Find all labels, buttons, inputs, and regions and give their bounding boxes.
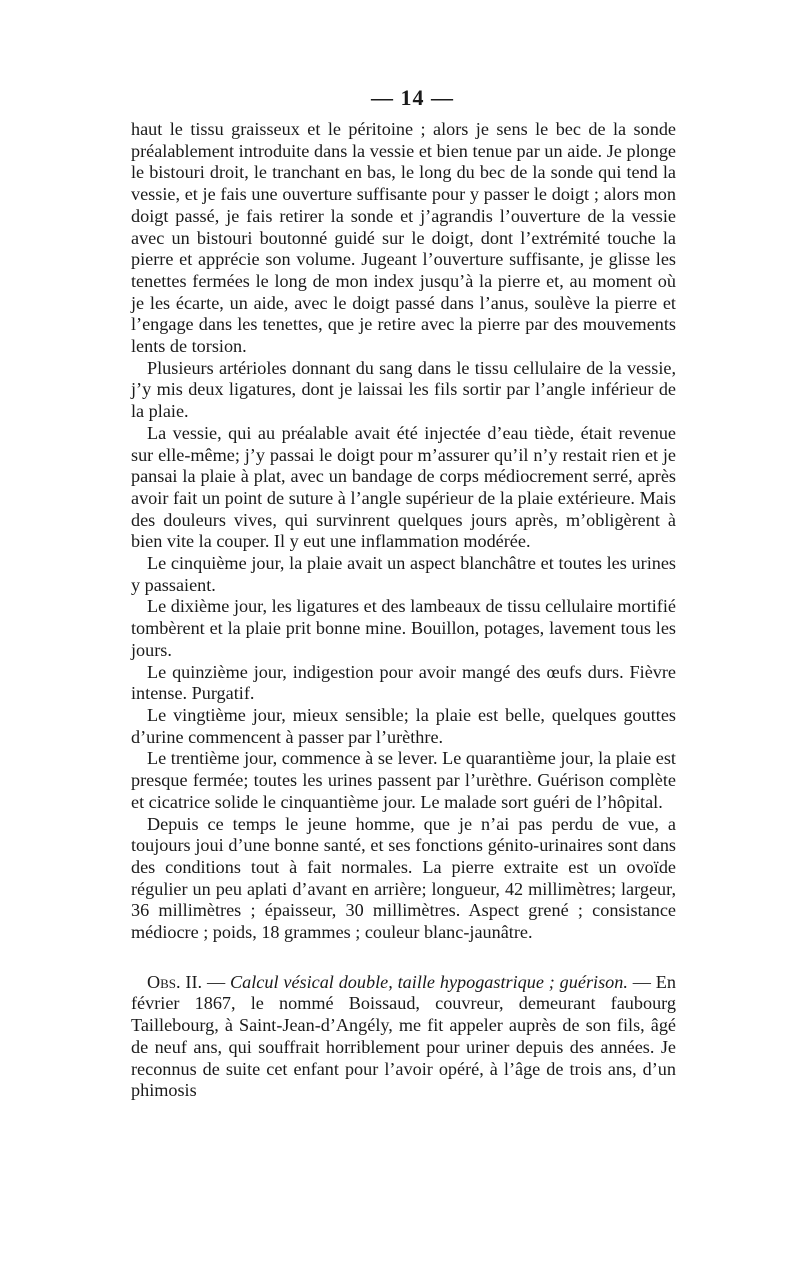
paragraph: Le quinzième jour, indigestion pour avoir mangé des œufs durs. Fièvre intense. Purgatif. [131, 661, 676, 704]
page-number: — 14 — [371, 85, 454, 110]
observation-title: Calcul vésical double, taille hypogastrique ; guérison. [230, 971, 628, 992]
paragraph: Le cinquième jour, la plaie avait un aspect blanchâtre et toutes les urines y passaient. [131, 553, 676, 595]
observation-text: — En février 1867, le nommé Boissaud, couvreur, demeurant faubourg Taillebourg, à Saint-Jean-d’Angély, me fit appeler auprès de son fils, âgé de neuf ans, qui souffrait horriblement pour uriner depuis des années. Je reconnus de suite cet enfant pour l’avoir opéré, à l’âge de trois ans, d’un phimosis [131, 971, 676, 1101]
observation-paragraph [131, 972, 676, 1102]
book-page [131, 85, 676, 1102]
paragraph: Depuis ce temps le jeune homme, que je n’ai pas perdu de vue, a toujours joui d’une bonne santé, et ses fonctions génito-urinaires sont dans des conditions tout à fait normales. La pierre extraite est un ovoïde régulier un peu aplati d’avant en arrière; longueur, 42 millimètres; largeur, 36 millimètres ; épaisseur, 30 millimètres. Aspect grené ; consistance médiocre ; poids, 18 grammes ; couleur blanc-jaunâtre. [131, 813, 676, 943]
paragraph: Le vingtième jour, mieux sensible; la plaie est belle, quelques gouttes d’urine commencent à passer par l’urèthre. [131, 704, 676, 747]
paragraph: La vessie, qui au préalable avait été injectée d’eau tiède, était revenue sur elle-même; j’y passai le doigt pour m’assurer qu’il n’y restait rien et je pansai la plaie à plat, avec un bandage de corps médiocrement serré, après avoir fait un point de suture à l’angle supérieur de la plaie extérieure. Mais des douleurs vives, qui survinrent quelques jours après, m’obligèrent à bien vite la couper. Il y eut une inflammation modérée. [131, 422, 676, 552]
observation-label: Obs. II. [147, 971, 203, 992]
paragraph: Le trentième jour, commence à se lever. Le quarantième jour, la plaie est presque fermée; toutes les urines passent par l’urèthre. Guérison complète et cicatrice solide le cinquantième jour. Le malade sort guéri de l’hôpital. [131, 748, 676, 812]
observation-dash: — [202, 971, 231, 992]
paragraph: Le dixième jour, les ligatures et des lambeaux de tissu cellulaire mortifié tombèrent et la plaie prit bonne mine. Bouillon, potages, lavement tous les jours. [131, 596, 676, 660]
section-gap [131, 944, 676, 972]
paragraph: haut le tissu graisseux et le péritoine ; alors je sens le bec de la sonde préalablement introduite dans la vessie et bien tenue par un aide. Je plonge le bistouri droit, le tranchant en bas, le long du bec de la sonde qui tend la vessie, et je fais une ouverture suffisante pour y passer le doigt ; alors mon doigt passé, je fais retirer la sonde et j’agrandis l’ouverture de la vessie avec un bistouri boutonné guidé sur le doigt, dont l’extrémité touche la pierre et apprécie son volume. Jugeant l’ouverture suffisante, je glisse les tenettes fermées le long de mon index jusqu’à la pierre et, au moment où je les écarte, un aide, avec le doigt passé dans l’anus, soulève la pierre et l’engage dans les tenettes, que je retire avec la pierre par des mouvements lents de torsion. [131, 119, 676, 357]
body-text [131, 119, 676, 1102]
paragraph: Plusieurs artérioles donnant du sang dans le tissu cellulaire de la vessie, j’y mis deux ligatures, dont je laissai les fils sortir par l’angle inférieur de la plaie. [131, 357, 676, 422]
